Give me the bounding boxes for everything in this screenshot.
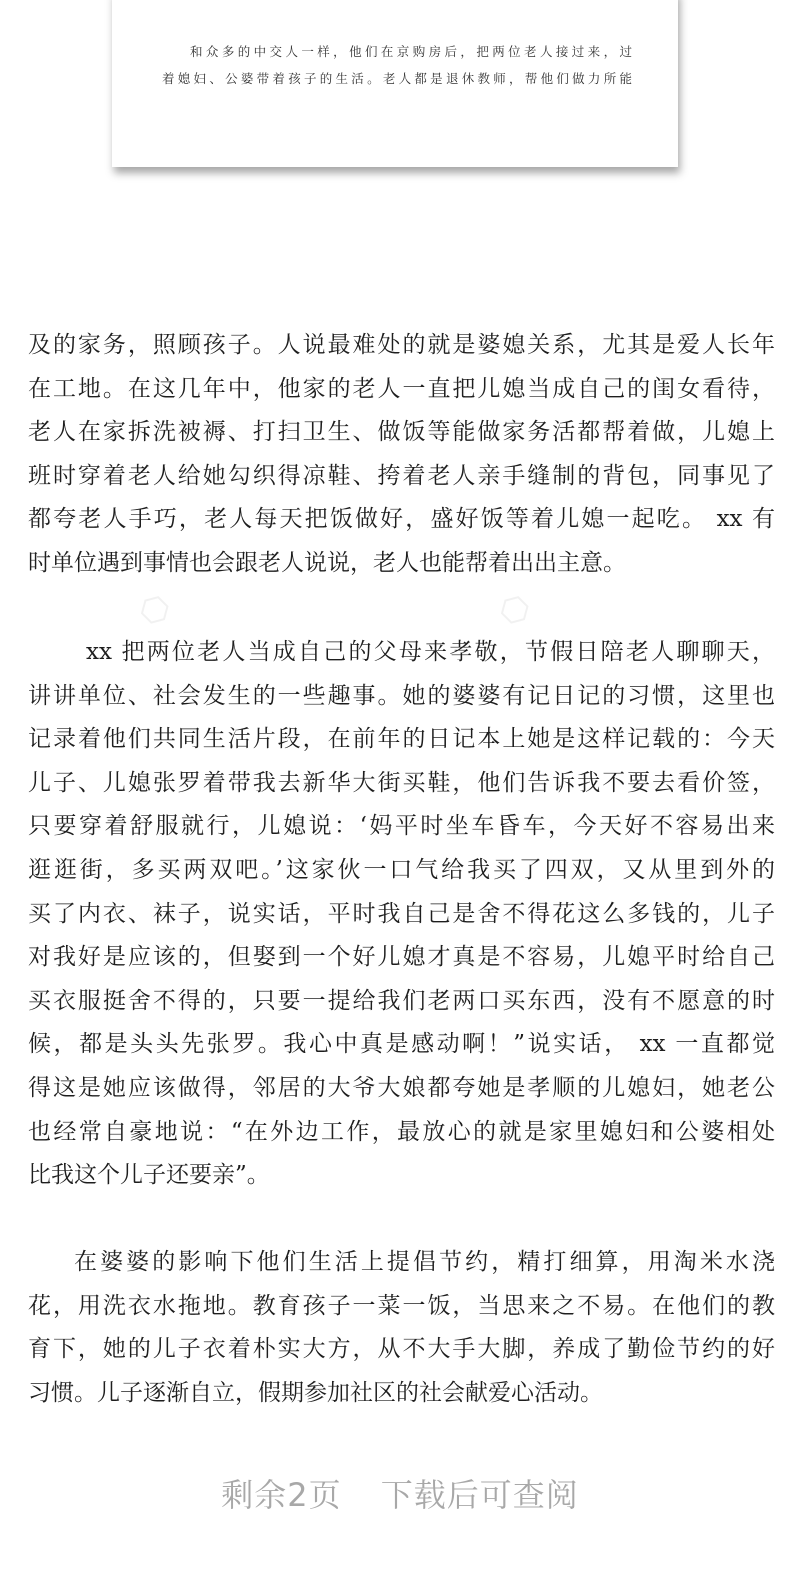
- paragraph-line: 只要穿着舒服就行，儿媳说：‘妈平时坐车昏车，今天好不容易出来: [28, 813, 775, 840]
- paragraph-line: 候，都是头头先张罗。我心中真是感动啊！”说实话， xx 一直都觉: [28, 1031, 775, 1058]
- paragraph-line: 得这是她应该做得，邻居的大爷大娘都夸她是孝顺的儿媳妇，她老公: [28, 1075, 775, 1101]
- paragraph-line: 都夸老人手巧，老人每天把饭做好，盛好饭等着儿媳一起吃。 xx 有: [28, 506, 775, 533]
- card-line: 和众多的中交人一样，他们在京购房后，把两位老人接过来，过: [190, 44, 632, 59]
- paragraph-line: 比我这个儿子还要亲”。: [28, 1162, 270, 1189]
- paragraph-line: 逛逛街，多买两双吧。’这家伙一口气给我买了四双，又从里到外的: [28, 857, 775, 883]
- paragraph-line: 讲讲单位、社会发生的一些趣事。她的婆婆有记日记的习惯，这里也: [28, 682, 775, 709]
- paragraph-line: 儿子、儿媳张罗着带我去新华大街买鞋，他们告诉我不要去看价签，: [28, 769, 775, 796]
- watermark: ⬡: [130, 585, 180, 635]
- paragraph-line: 育下，她的儿子衣着朴实大方，从不大手大脚，养成了勤俭节约的好: [28, 1336, 775, 1363]
- preview-page-card: [112, 0, 678, 167]
- paragraph-line: xx 把两位老人当成自己的父母来孝敬，节假日陪老人聊聊天，: [86, 639, 775, 665]
- paragraph-line: 花，用洗衣水拖地。教育孩子一菜一饭，当思来之不易。在他们的教: [28, 1292, 775, 1319]
- paragraph-line: 时单位遇到事情也会跟老人说说，老人也能帮着出出主意。: [28, 550, 626, 576]
- download-to-view-text: 下载后可查阅: [380, 1476, 579, 1514]
- paragraph-line: 老人在家拆洗被褥、打扫卫生、做饭等能做家务活都帮着做，儿媳上: [28, 419, 775, 446]
- paragraph-line: 买衣服挺舍不得的，只要一提给我们老两口买东西，没有不愿意的时: [28, 987, 775, 1014]
- paragraph-line: 记录着他们共同生活片段，在前年的日记本上她是这样记载的：今天: [28, 726, 775, 753]
- download-prompt[interactable]: [0, 1470, 800, 1516]
- paragraph-line: 在工地。在这几年中，他家的老人一直把儿媳当成自己的闺女看待，: [28, 375, 775, 402]
- paragraph-line: 也经常自豪地说：“在外边工作，最放心的就是家里媳妇和公婆相处: [28, 1118, 775, 1145]
- paragraph-line: 买了内衣、袜子，说实话，平时我自己是舍不得花这么多钱的，儿子: [28, 900, 775, 927]
- card-line: 着媳妇、公婆带着孩子的生活。老人都是退休教师，帮他们做力所能: [162, 71, 632, 86]
- watermark: ⬡: [490, 585, 540, 635]
- remaining-pages-text: 剩余2页: [221, 1476, 342, 1514]
- paragraph-line: 对我好是应该的，但娶到一个好儿媳才真是不容易，儿媳平时给自己: [28, 944, 775, 971]
- paragraph-line: 习惯。儿子逐渐自立，假期参加社区的社会献爱心活动。: [28, 1379, 603, 1406]
- paragraph-line: 在婆婆的影响下他们生活上提倡节约，精打细算，用淘米水浇: [74, 1249, 775, 1275]
- paragraph-line: 班时穿着老人给她勾织得凉鞋、挎着老人亲手缝制的背包，同事见了: [28, 462, 775, 489]
- paragraph-line: 及的家务，照顾孩子。人说最难处的就是婆媳关系，尤其是爱人长年: [28, 332, 775, 358]
